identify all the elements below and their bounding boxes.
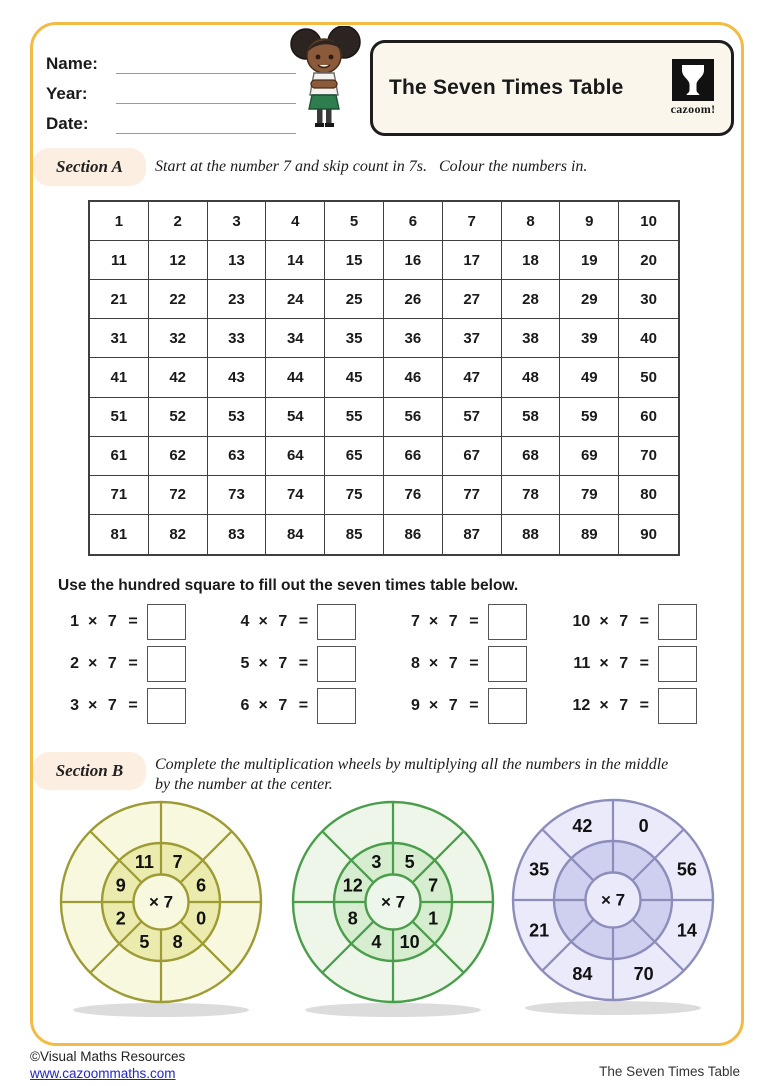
- multiply-sign: ×: [88, 697, 98, 714]
- footer-copyright: ©Visual Maths Resources: [30, 1049, 186, 1064]
- section-a-instruction: Start at the number 7 and skip count in 7s. Colour the numbers in.: [155, 158, 588, 175]
- wheel-1-number-right-upper: 6: [196, 875, 207, 896]
- grid-cell-40[interactable]: 40: [619, 319, 678, 358]
- wheel-2-number-top-right: 5: [404, 851, 415, 872]
- title-box: [370, 40, 734, 136]
- grid-cell-46[interactable]: 46: [384, 358, 443, 397]
- grid-cell-17[interactable]: 17: [443, 241, 502, 280]
- grid-cell-71[interactable]: 71: [90, 476, 149, 515]
- grid-cell-52[interactable]: 52: [149, 398, 208, 437]
- grid-cell-62[interactable]: 62: [149, 437, 208, 476]
- wheel-3-number-bottom-right: 70: [633, 963, 654, 984]
- grid-cell-68[interactable]: 68: [502, 437, 561, 476]
- answer-box-8x7[interactable]: [488, 646, 527, 682]
- grid-cell-50[interactable]: 50: [619, 358, 678, 397]
- multiply-sign: ×: [258, 613, 268, 630]
- grid-cell-47[interactable]: 47: [443, 358, 502, 397]
- factor: 6: [240, 697, 250, 714]
- grid-cell-8[interactable]: 8: [502, 202, 561, 241]
- multiplier: 7: [278, 655, 288, 672]
- wheel-2-number-top-left: 3: [371, 851, 382, 872]
- factor: 5: [240, 655, 250, 672]
- grid-cell-2[interactable]: 2: [149, 202, 208, 241]
- grid-cell-27[interactable]: 27: [443, 280, 502, 319]
- grid-cell-28[interactable]: 28: [502, 280, 561, 319]
- multiplier: 7: [448, 655, 458, 672]
- grid-cell-66[interactable]: 66: [384, 437, 443, 476]
- factor: 10: [572, 613, 591, 630]
- times-table-subtext: Use the hundred square to fill out the seven times table below.: [58, 577, 519, 594]
- grid-cell-64[interactable]: 64: [266, 437, 325, 476]
- grid-cell-25[interactable]: 25: [325, 280, 384, 319]
- problem-10x7: [566, 604, 697, 640]
- grid-cell-57[interactable]: 57: [443, 398, 502, 437]
- grid-cell-53[interactable]: 53: [208, 398, 267, 437]
- name-field-row: [46, 44, 296, 74]
- multiply-sign: ×: [428, 697, 439, 714]
- factor: 1: [70, 613, 79, 630]
- page-title: The Seven Times Table: [389, 76, 624, 99]
- answer-box-7x7[interactable]: [488, 604, 527, 640]
- equals-sign: =: [298, 697, 309, 714]
- grid-cell-34[interactable]: 34: [266, 319, 325, 358]
- factor: 3: [70, 697, 79, 714]
- grid-cell-82[interactable]: 82: [149, 515, 208, 554]
- grid-cell-70[interactable]: 70: [619, 437, 678, 476]
- grid-cell-69[interactable]: 69: [560, 437, 619, 476]
- multiplier: 7: [107, 697, 117, 714]
- answer-box-2x7[interactable]: [147, 646, 186, 682]
- date-input-line[interactable]: [116, 111, 296, 134]
- answer-box-10x7[interactable]: [658, 604, 697, 640]
- wheel-2-number-left-upper: 12: [342, 875, 363, 896]
- grid-cell-6[interactable]: 6: [384, 202, 443, 241]
- problem-4x7: [225, 604, 356, 640]
- grid-cell-31[interactable]: 31: [90, 319, 149, 358]
- grid-cell-36[interactable]: 36: [384, 319, 443, 358]
- multiplier: 7: [448, 613, 458, 630]
- problem-2x7: [55, 646, 186, 682]
- grid-cell-48[interactable]: 48: [502, 358, 561, 397]
- equals-sign: =: [128, 655, 138, 672]
- wheel-3-center-label: × 7: [600, 890, 626, 910]
- factor: 4: [240, 613, 250, 630]
- equals-sign: =: [298, 613, 309, 630]
- equals-sign: =: [128, 697, 138, 714]
- section-b-pill: [33, 752, 146, 790]
- wheel-1-number-right-lower: 0: [196, 908, 207, 929]
- wheel-3-number-right-lower: 14: [676, 920, 697, 941]
- grid-cell-4[interactable]: 4: [266, 202, 325, 241]
- grid-cell-3[interactable]: 3: [208, 202, 267, 241]
- grid-cell-58[interactable]: 58: [502, 398, 561, 437]
- grid-cell-22[interactable]: 22: [149, 280, 208, 319]
- problem-1x7: [55, 604, 186, 640]
- grid-cell-80[interactable]: 80: [619, 476, 678, 515]
- footer-website-link[interactable]: www.cazoommaths.com: [30, 1066, 176, 1081]
- factor: 11: [573, 655, 591, 672]
- problem-12x7: [566, 688, 697, 724]
- equals-sign: =: [469, 697, 479, 714]
- wheel-1-number-left-lower: 2: [115, 908, 126, 929]
- date-field-row: [46, 104, 296, 134]
- header-fields: [46, 44, 296, 134]
- grid-cell-44[interactable]: 44: [266, 358, 325, 397]
- grid-cell-21[interactable]: 21: [90, 280, 149, 319]
- section-a-pill: [33, 148, 146, 186]
- times-table-problems: [55, 604, 697, 724]
- grid-cell-37[interactable]: 37: [443, 319, 502, 358]
- equals-sign: =: [298, 655, 309, 672]
- grid-cell-29[interactable]: 29: [560, 280, 619, 319]
- wheel-2-center-label: × 7: [380, 892, 406, 912]
- name-input-line[interactable]: [116, 51, 296, 74]
- multiply-sign: ×: [599, 697, 609, 714]
- grid-cell-75[interactable]: 75: [325, 476, 384, 515]
- grid-cell-42[interactable]: 42: [149, 358, 208, 397]
- grid-cell-20[interactable]: 20: [619, 241, 678, 280]
- wheel-3-number-left-lower: 21: [529, 920, 550, 941]
- multiply-sign: ×: [258, 655, 268, 672]
- wheel-1-center-label: × 7: [148, 892, 174, 912]
- cazoom-drum-icon: [672, 59, 714, 101]
- multiply-sign: ×: [599, 613, 609, 630]
- grid-cell-14[interactable]: 14: [266, 241, 325, 280]
- equals-sign: =: [128, 613, 138, 630]
- answer-box-1x7[interactable]: [147, 604, 186, 640]
- year-label: Year:: [46, 84, 88, 103]
- grid-cell-18[interactable]: 18: [502, 241, 561, 280]
- wheel-1-number-top-right: 7: [172, 851, 183, 872]
- cazoom-logo-word: cazoom!: [670, 102, 716, 116]
- multiplier: 7: [278, 697, 288, 714]
- multiply-sign: ×: [428, 655, 439, 672]
- wheel-3-number-top-left: 42: [572, 816, 593, 837]
- grid-cell-63[interactable]: 63: [208, 437, 267, 476]
- grid-cell-72[interactable]: 72: [149, 476, 208, 515]
- grid-cell-85[interactable]: 85: [325, 515, 384, 554]
- answer-box-3x7[interactable]: [147, 688, 186, 724]
- grid-cell-65[interactable]: 65: [325, 437, 384, 476]
- factor: 8: [410, 655, 420, 672]
- grid-cell-13[interactable]: 13: [208, 241, 267, 280]
- problems-column-4: [566, 604, 697, 724]
- mascot-girl-illustration: [284, 26, 368, 130]
- grid-cell-87[interactable]: 87: [443, 515, 502, 554]
- grid-cell-10[interactable]: 10: [619, 202, 678, 241]
- grid-cell-15[interactable]: 15: [325, 241, 384, 280]
- answer-box-4x7[interactable]: [317, 604, 356, 640]
- problem-3x7: [55, 688, 186, 724]
- grid-cell-86[interactable]: 86: [384, 515, 443, 554]
- grid-cell-38[interactable]: 38: [502, 319, 561, 358]
- wheel-2-number-bottom-right: 10: [399, 932, 420, 953]
- grid-cell-7[interactable]: 7: [443, 202, 502, 241]
- multiplication-wheel-3: [507, 794, 719, 1018]
- multiplier: 7: [619, 613, 629, 630]
- factor: 12: [572, 697, 591, 714]
- equals-sign: =: [469, 613, 479, 630]
- grid-cell-89[interactable]: 89: [560, 515, 619, 554]
- grid-cell-24[interactable]: 24: [266, 280, 325, 319]
- multiply-sign: ×: [428, 613, 439, 630]
- wheel-2-number-left-lower: 8: [347, 908, 358, 929]
- cazoom-logo: [667, 59, 719, 117]
- factor: 9: [410, 697, 420, 714]
- multiply-sign: ×: [258, 697, 268, 714]
- problem-8x7: [396, 646, 527, 682]
- grid-cell-56[interactable]: 56: [384, 398, 443, 437]
- problem-7x7: [396, 604, 527, 640]
- factor: 7: [410, 613, 420, 630]
- problems-column-3: [396, 604, 527, 724]
- grid-cell-54[interactable]: 54: [266, 398, 325, 437]
- wheel-3-number-right-upper: 56: [676, 859, 697, 880]
- answer-box-11x7[interactable]: [658, 646, 697, 682]
- grid-cell-61[interactable]: 61: [90, 437, 149, 476]
- grid-cell-11[interactable]: 11: [90, 241, 149, 280]
- problem-6x7: [225, 688, 356, 724]
- problems-column-2: [225, 604, 356, 724]
- wheel-3-number-bottom-left: 84: [572, 963, 593, 984]
- equals-sign: =: [639, 697, 649, 714]
- answer-box-9x7[interactable]: [488, 688, 527, 724]
- year-input-line[interactable]: [116, 81, 296, 104]
- wheel-1-number-bottom-left: 5: [139, 932, 150, 953]
- wheel-2-number-bottom-left: 4: [371, 932, 382, 953]
- equals-sign: =: [639, 655, 649, 672]
- answer-box-12x7[interactable]: [658, 688, 697, 724]
- grid-cell-45[interactable]: 45: [325, 358, 384, 397]
- grid-cell-78[interactable]: 78: [502, 476, 561, 515]
- grid-cell-49[interactable]: 49: [560, 358, 619, 397]
- wheel-1-number-top-left: 11: [134, 851, 154, 872]
- grid-cell-39[interactable]: 39: [560, 319, 619, 358]
- name-label: Name:: [46, 54, 98, 73]
- grid-cell-74[interactable]: 74: [266, 476, 325, 515]
- wheel-2-number-right-upper: 7: [428, 875, 439, 896]
- multiplier: 7: [619, 655, 629, 672]
- grid-cell-1[interactable]: 1: [90, 202, 149, 241]
- section-a-label: Section A: [56, 157, 123, 176]
- problem-5x7: [225, 646, 356, 682]
- multiply-sign: ×: [88, 613, 98, 630]
- hundred-square: [88, 200, 680, 556]
- grid-cell-43[interactable]: 43: [208, 358, 267, 397]
- grid-cell-76[interactable]: 76: [384, 476, 443, 515]
- grid-cell-33[interactable]: 33: [208, 319, 267, 358]
- wheel-1-number-bottom-right: 8: [172, 932, 183, 953]
- grid-cell-5[interactable]: 5: [325, 202, 384, 241]
- multiplier: 7: [619, 697, 629, 714]
- multiplication-wheel-1: [55, 796, 267, 1020]
- year-field-row: [46, 74, 296, 104]
- grid-cell-12[interactable]: 12: [149, 241, 208, 280]
- grid-cell-83[interactable]: 83: [208, 515, 267, 554]
- grid-cell-41[interactable]: 41: [90, 358, 149, 397]
- grid-cell-67[interactable]: 67: [443, 437, 502, 476]
- grid-cell-32[interactable]: 32: [149, 319, 208, 358]
- grid-cell-60[interactable]: 60: [619, 398, 678, 437]
- answer-box-6x7[interactable]: [317, 688, 356, 724]
- section-b-label: Section B: [55, 761, 124, 780]
- grid-cell-16[interactable]: 16: [384, 241, 443, 280]
- grid-cell-84[interactable]: 84: [266, 515, 325, 554]
- footer-worksheet-title: The Seven Times Table: [599, 1064, 740, 1079]
- grid-cell-35[interactable]: 35: [325, 319, 384, 358]
- grid-cell-81[interactable]: 81: [90, 515, 149, 554]
- factor: 2: [70, 655, 79, 672]
- problems-column-1: [55, 604, 186, 724]
- wheel-1-number-left-upper: 9: [115, 875, 126, 896]
- equals-sign: =: [469, 655, 479, 672]
- multiply-sign: ×: [599, 655, 609, 672]
- date-label: Date:: [46, 114, 89, 133]
- wheel-3-number-left-upper: 35: [529, 859, 550, 880]
- footer-credits: [30, 1048, 185, 1082]
- multiplier: 7: [107, 613, 117, 630]
- grid-cell-90[interactable]: 90: [619, 515, 678, 554]
- grid-cell-88[interactable]: 88: [502, 515, 561, 554]
- multiplier: 7: [107, 655, 117, 672]
- grid-cell-59[interactable]: 59: [560, 398, 619, 437]
- problem-11x7: [566, 646, 697, 682]
- grid-cell-51[interactable]: 51: [90, 398, 149, 437]
- grid-cell-79[interactable]: 79: [560, 476, 619, 515]
- multiplier: 7: [278, 613, 288, 630]
- problem-9x7: [396, 688, 527, 724]
- equals-sign: =: [639, 613, 649, 630]
- grid-cell-26[interactable]: 26: [384, 280, 443, 319]
- multiplier: 7: [448, 697, 458, 714]
- grid-cell-23[interactable]: 23: [208, 280, 267, 319]
- grid-cell-30[interactable]: 30: [619, 280, 678, 319]
- section-b-instruction: Complete the multiplication wheels by multiplying all the numbers in the middle by the number at the center.: [155, 756, 669, 793]
- multiplication-wheel-2: [287, 796, 499, 1020]
- grid-cell-55[interactable]: 55: [325, 398, 384, 437]
- grid-cell-73[interactable]: 73: [208, 476, 267, 515]
- grid-cell-9[interactable]: 9: [560, 202, 619, 241]
- multiply-sign: ×: [88, 655, 98, 672]
- wheel-3-number-top-right: 0: [638, 816, 649, 837]
- wheel-2-number-right-lower: 1: [428, 908, 439, 929]
- answer-box-5x7[interactable]: [317, 646, 356, 682]
- grid-cell-77[interactable]: 77: [443, 476, 502, 515]
- grid-cell-19[interactable]: 19: [560, 241, 619, 280]
